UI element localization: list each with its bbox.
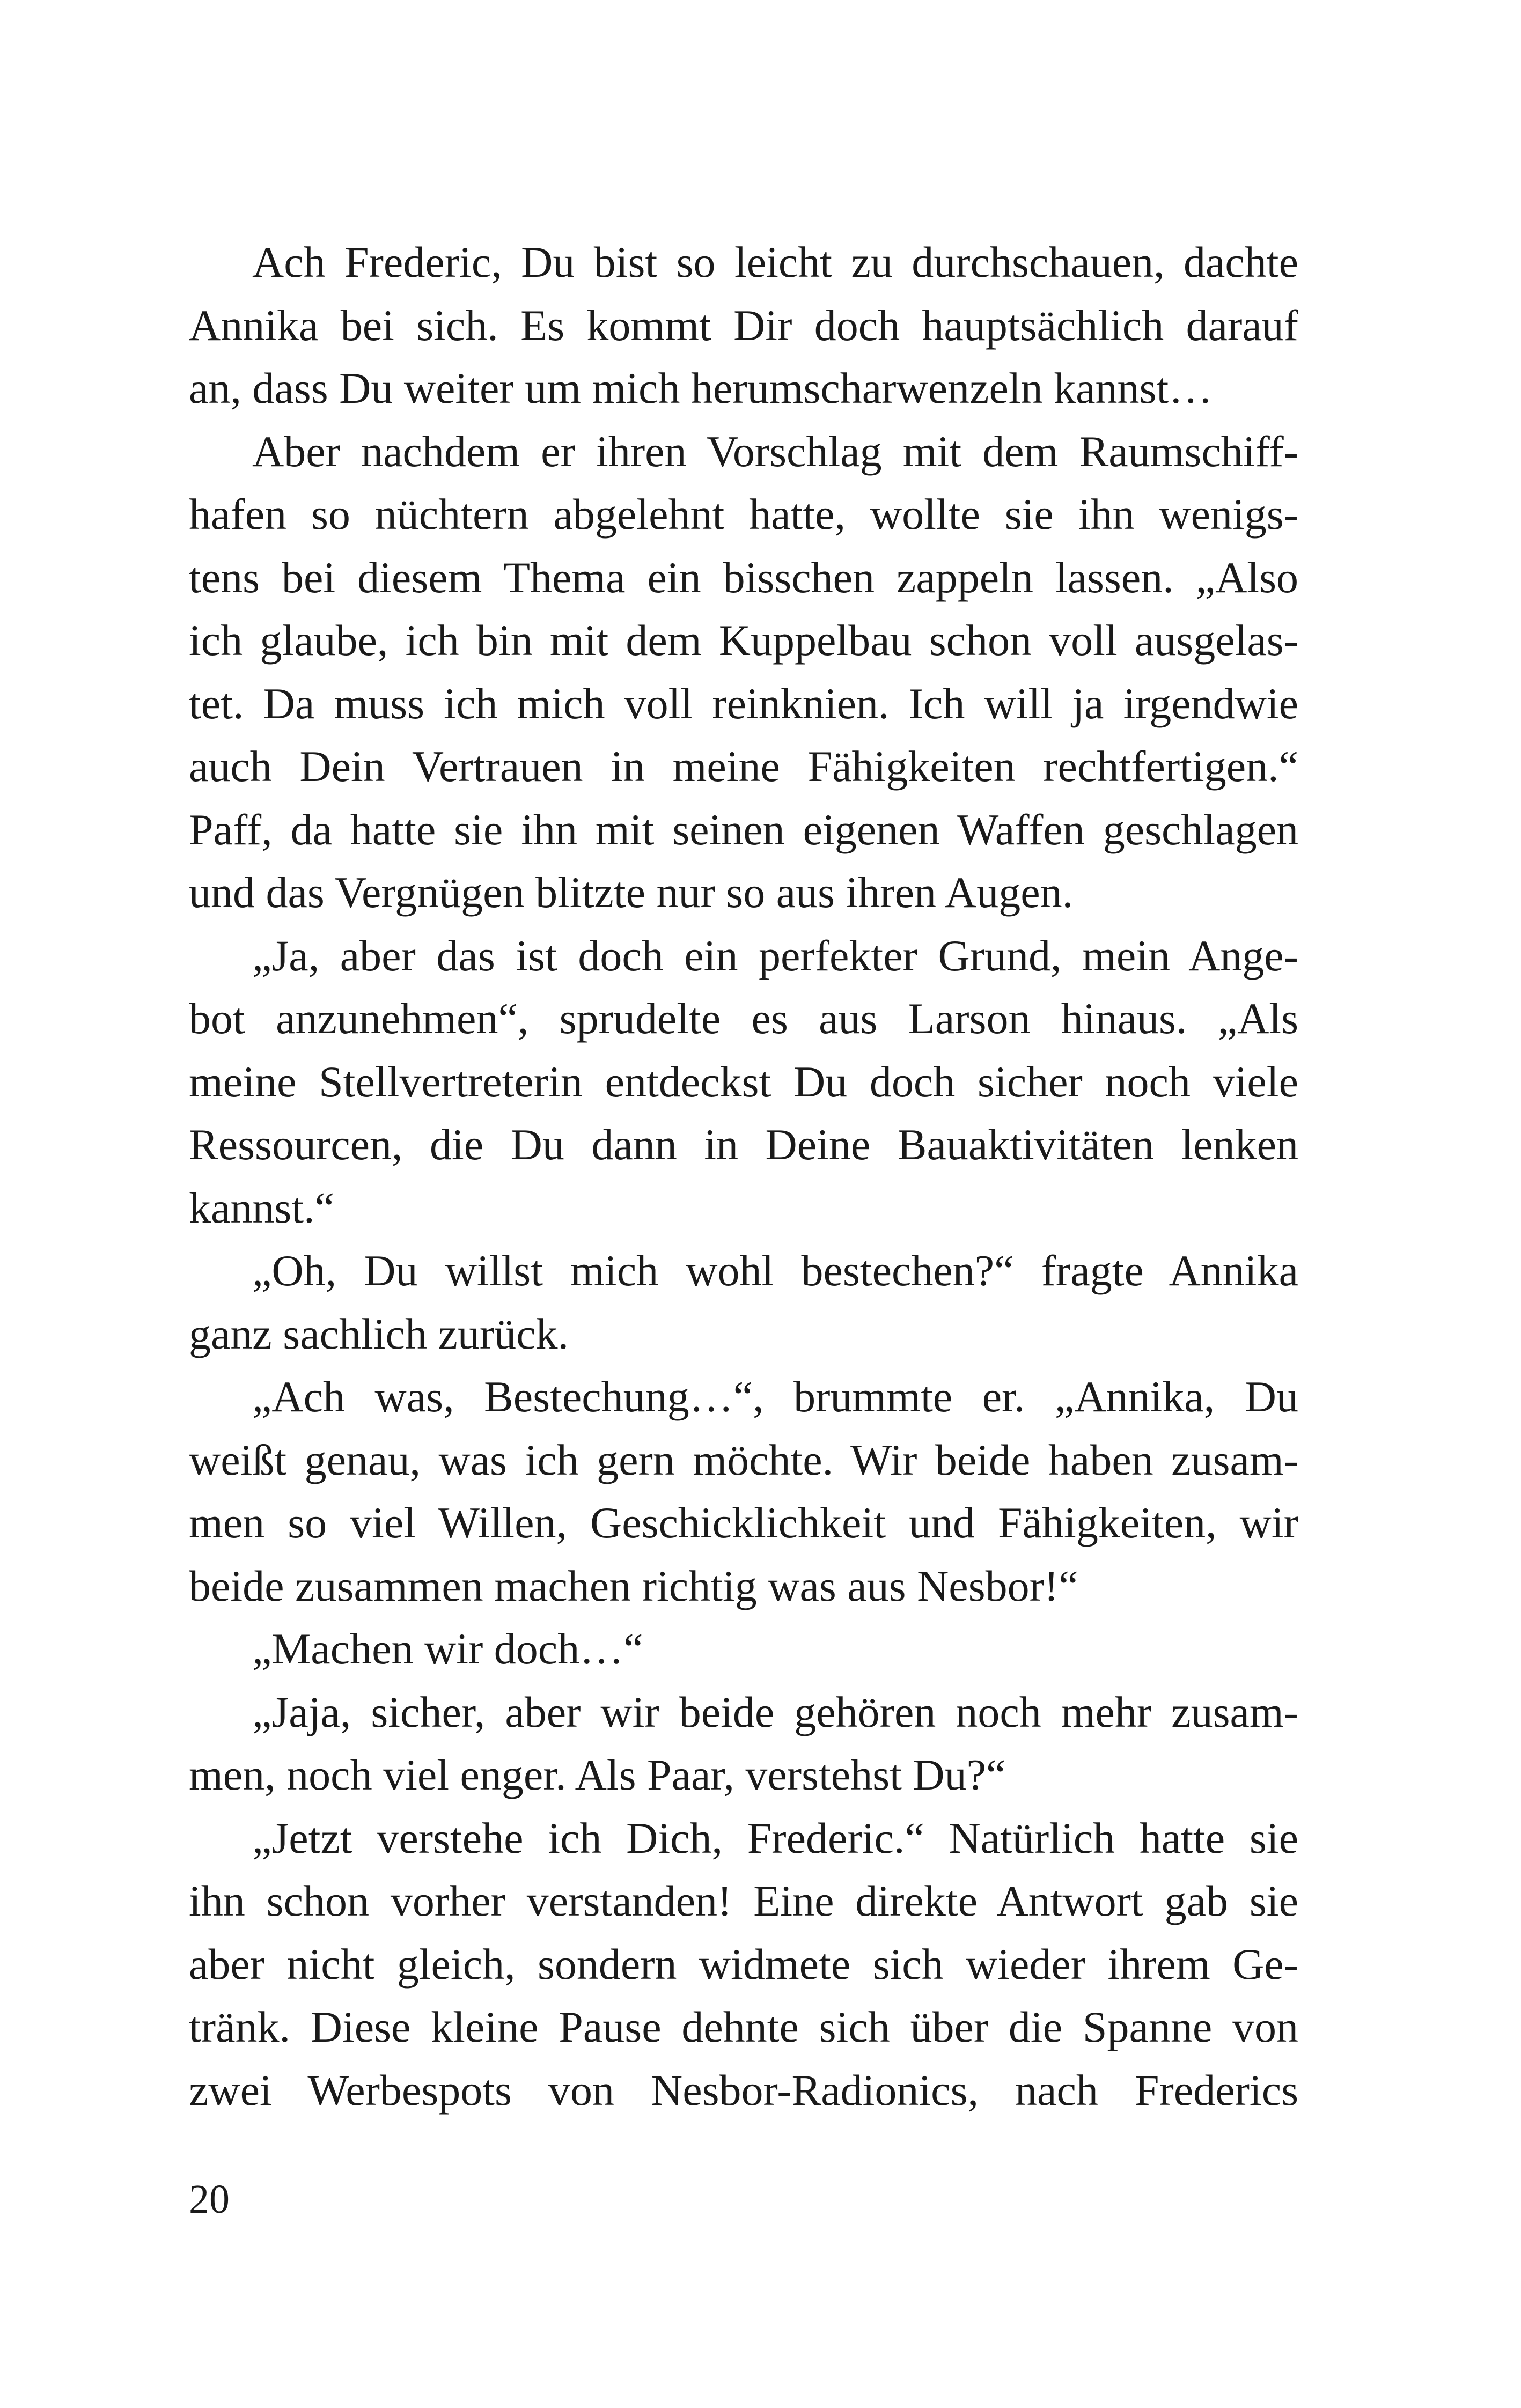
body-text	[189, 231, 1298, 2122]
text-line: kannst.“	[189, 1183, 334, 1232]
text-line: ihn schon vorher verstanden! Eine direkte Antwort gab sie	[189, 1876, 1298, 1925]
text-line: weißt genau, was ich gern möchte. Wir beide haben zusam-	[189, 1435, 1298, 1484]
text-line: und das Vergnügen blitzte nur so aus ihren Augen.	[189, 868, 1074, 917]
text-line: „Machen wir doch…“	[252, 1624, 643, 1673]
text-line: men, noch viel enger. Als Paar, verstehst Du?“	[189, 1750, 1006, 1799]
text-line: Aber nachdem er ihren Vorschlag mit dem Raumschiff-	[252, 426, 1298, 476]
text-line: auch Dein Vertrauen in meine Fähigkeiten rechtfertigen.“	[189, 742, 1298, 791]
text-line: an, dass Du weiter um mich herumscharwenzeln kannst…	[189, 364, 1213, 413]
text-line: Paff, da hatte sie ihn mit seinen eigenen Waffen geschlagen	[189, 805, 1298, 854]
text-line: bot anzunehmen“, sprudelte es aus Larson hinaus. „Als	[189, 994, 1298, 1043]
text-line: ich glaube, ich bin mit dem Kuppelbau schon voll ausgelas-	[189, 616, 1298, 665]
text-line: Ach Frederic, Du bist so leicht zu durchschauen, dachte	[252, 238, 1298, 286]
text-line: „Jetzt verstehe ich Dich, Frederic.“ Natürlich hatte sie	[252, 1813, 1298, 1862]
text-line: zwei Werbespots von Nesbor-Radionics, nach Frederics	[189, 2065, 1298, 2115]
text-line: tens bei diesem Thema ein bisschen zappeln lassen. „Also	[189, 553, 1298, 602]
text-line: meine Stellvertreterin entdeckst Du doch sicher noch viele	[189, 1057, 1298, 1106]
text-line: ganz sachlich zurück.	[189, 1309, 569, 1358]
page-number: 20	[189, 2177, 230, 2222]
text-line: beide zusammen machen richtig was aus Nesbor!“	[189, 1561, 1078, 1610]
text-line: „Ach was, Bestechung…“, brummte er. „Annika, Du	[252, 1372, 1298, 1421]
text-line: hafen so nüchtern abgelehnt hatte, wollte sie ihn wenigs-	[189, 490, 1298, 539]
text-line: men so viel Willen, Geschicklichkeit und Fähigkeiten, wir	[189, 1498, 1298, 1547]
text-line: „Jaja, sicher, aber wir beide gehören noch mehr zusam-	[252, 1687, 1298, 1736]
text-line: tränk. Diese kleine Pause dehnte sich über die Spanne von	[189, 2002, 1298, 2051]
text-line: Ressourcen, die Du dann in Deine Bauaktivitäten lenken	[189, 1120, 1298, 1169]
text-line: tet. Da muss ich mich voll reinknien. Ich will ja irgendwie	[189, 679, 1298, 728]
text-line: aber nicht gleich, sondern widmete sich wieder ihrem Ge-	[189, 1939, 1298, 1989]
text-line: „Oh, Du willst mich wohl bestechen?“ fragte Annika	[252, 1246, 1298, 1295]
text-line: „Ja, aber das ist doch ein perfekter Grund, mein Ange-	[252, 931, 1298, 980]
text-line: Annika bei sich. Es kommt Dir doch hauptsächlich darauf	[189, 300, 1298, 350]
